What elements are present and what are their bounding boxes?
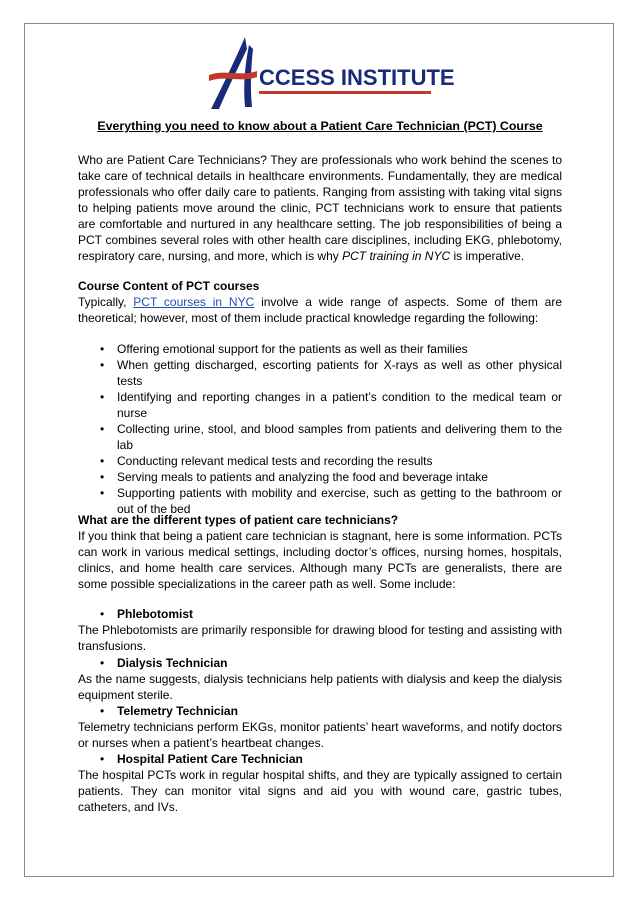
logo-text: CCESS INSTITUTE [259, 65, 455, 90]
course-post: involve a wide range of aspects. Some of them are theoretical; however, most of them include practical knowledge regarding the following: [78, 295, 563, 325]
list-item: • Supporting patients with mobility and exercise, such as getting to the bathroom or out of the bed [78, 485, 562, 517]
specialization-name: Telemetry Technician [117, 704, 238, 718]
list-item: • Offering emotional support for the patients as well as their families [78, 341, 562, 357]
list-item: • Conducting relevant medical tests and recording the results [78, 453, 562, 469]
pct-courses-link[interactable]: PCT courses in NYC [133, 295, 255, 309]
specialization-description: The Phlebotomists are primarily responsible for drawing blood for testing and assisting with transfusions. [78, 623, 562, 653]
list-item: • When getting discharged, escorting patients for X-rays as well as other physical tests [78, 357, 562, 389]
specialization-heading [100, 655, 228, 671]
list-item: • Collecting urine, stool, and blood samples from patients and delivering them to the lab [78, 421, 562, 453]
specialization-description: As the name suggests, dialysis technicians help patients with dialysis and keep the dialysis equipment sterile. [78, 672, 562, 702]
list-item: • Serving meals to patients and analyzing the food and beverage intake [78, 469, 562, 485]
intro-end: is imperative. [450, 249, 525, 263]
course-heading: Course Content of PCT courses [78, 279, 260, 293]
specialization-name: Hospital Patient Care Technician [117, 752, 303, 766]
specialization-name: Dialysis Technician [117, 656, 228, 670]
specialization-heading [100, 751, 303, 767]
intro-italic: PCT training in NYC [342, 249, 451, 263]
types-heading: What are the different types of patient care technicians? [78, 513, 399, 527]
intro-text: Who are Patient Care Technicians? They are professionals who work behind the scenes to take care of technical details in healthcare environments. Fundamentally, they are medical professionals who offer daily care to patients. Ranging from assisting with taking vital signs to helping patients move around the clinic, PCT technicians work to ensure that patients are comfortable and nurtured in any healthcare setting. The job responsibilities of being a PCT combines several roles with other health care disciplines, including EKG, phlebotomy, respiratory care, nursing, and more, which is why [78, 153, 562, 263]
page-title: Everything you need to know about a Patient Care Technician (PCT) Course [97, 119, 543, 133]
specialization-heading [100, 606, 193, 622]
access-institute-logo [205, 35, 455, 110]
specialization-description: Telemetry technicians perform EKGs, monitor patients’ heart waveforms, and notify doctors or nurses when a patient’s heartbeat changes. [78, 720, 562, 750]
intro-paragraph [78, 152, 562, 264]
list-item: • Identifying and reporting changes in a patient’s condition to the medical team or nurse [78, 389, 562, 421]
specialization-heading [100, 703, 238, 719]
course-bullet-list [78, 341, 562, 517]
specialization-description: The hospital PCTs work in regular hospital shifts, and they are typically assigned to certain patients. They can monitor vital signs and aid you with wound care, gastric tubes, catheters, and IVs. [78, 768, 562, 814]
specialization-name: Phlebotomist [117, 607, 194, 621]
types-paragraph: If you think that being a patient care technician is stagnant, here is some information. PCTs can work in various medical settings, including doctor’s offices, nursing homes, hospitals, clinics, and home health care services. Although many PCTs are generalists, there are some possible specializations in the career path as well. Some include: [78, 529, 562, 591]
course-pre: Typically, [78, 295, 134, 309]
course-paragraph [78, 294, 562, 326]
